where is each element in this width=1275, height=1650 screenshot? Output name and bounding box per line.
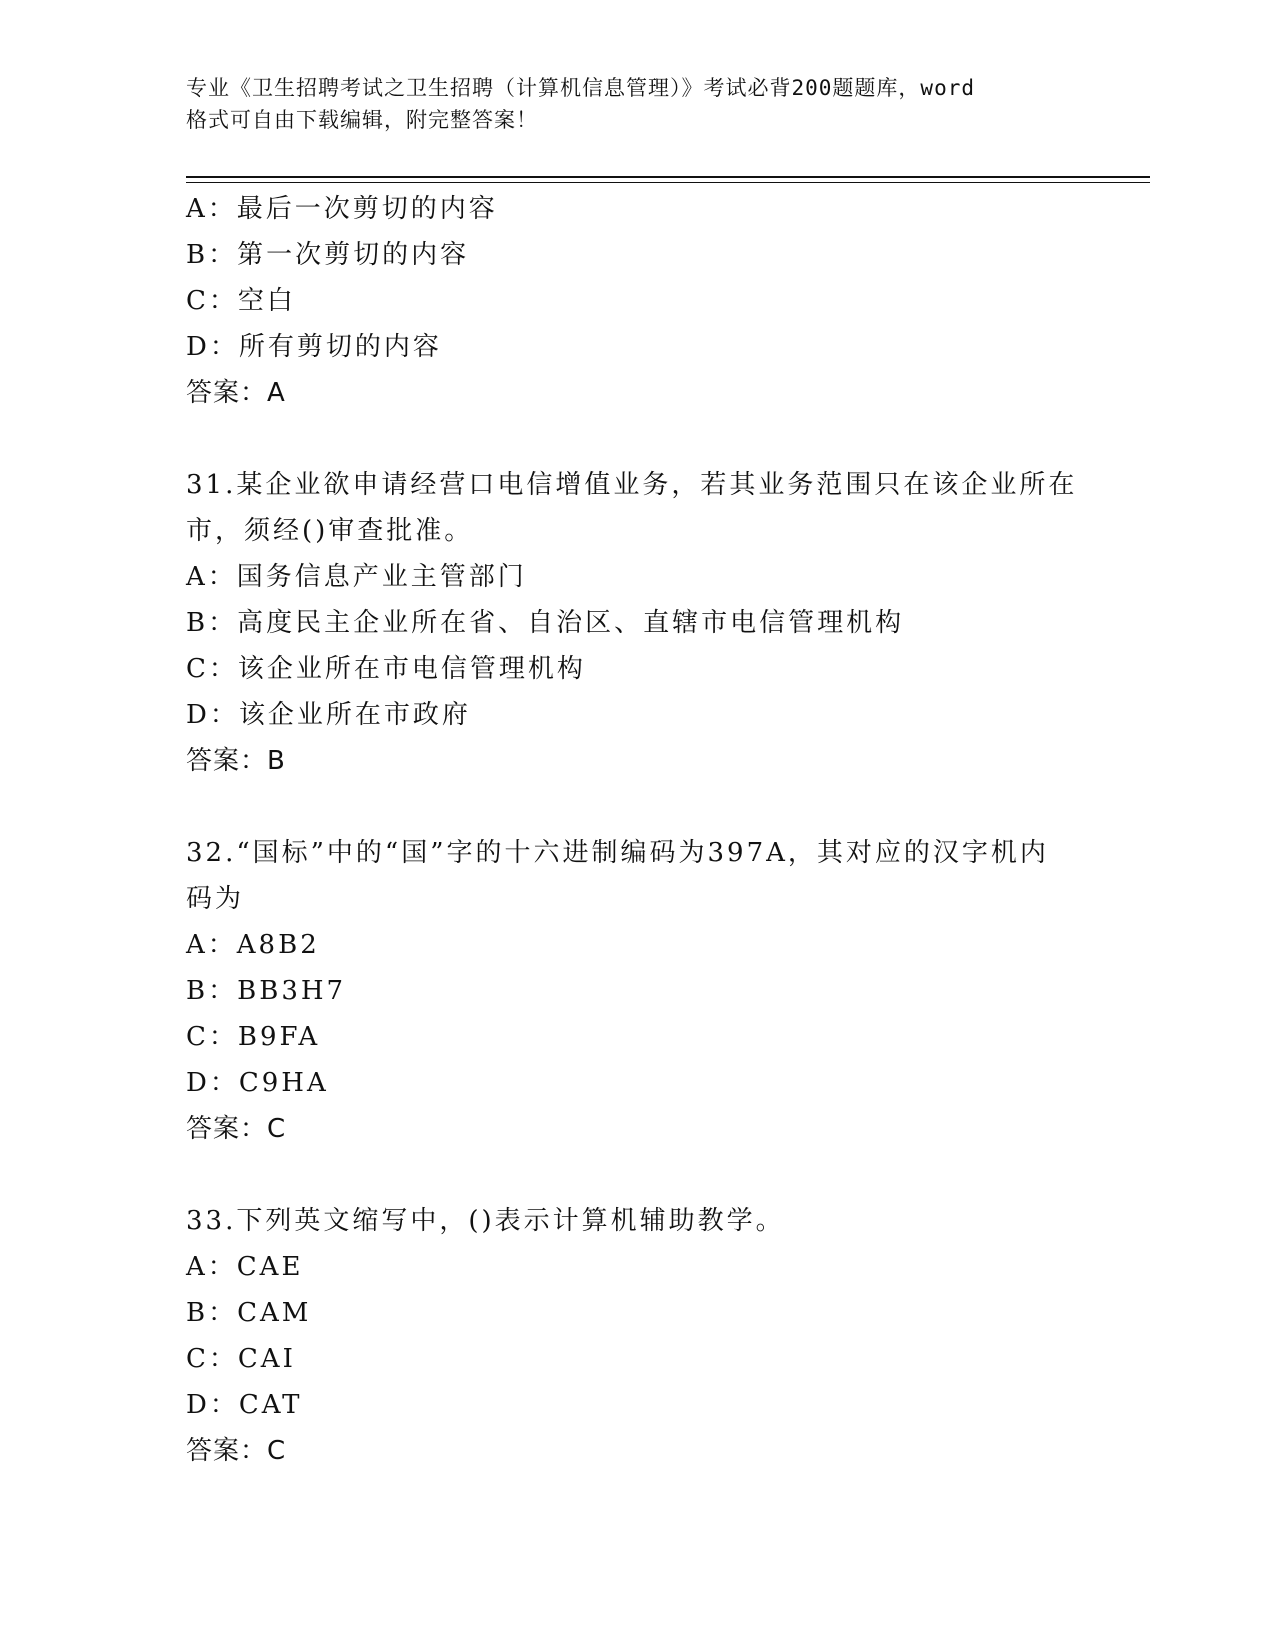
header-line-2: 格式可自由下载编辑，附完整答案！ (186, 108, 538, 132)
option-c: C：该企业所在市电信管理机构 (186, 654, 586, 684)
option-a: A：国务信息产业主管部门 (186, 562, 527, 592)
question-block-32 (186, 830, 1086, 1152)
question-block-31 (186, 462, 1086, 784)
option-a: A：A8B2 (186, 930, 320, 960)
document-header (186, 72, 1086, 136)
option-c: C：B9FA (186, 1022, 321, 1052)
option-c: C：空白 (186, 286, 296, 316)
question-text-line: 31.某企业欲申请经营口电信增值业务，若其业务范围只在该企业所在 (186, 470, 1078, 500)
header-divider-thin (186, 182, 1150, 183)
option-c: C：CAI (186, 1344, 296, 1374)
option-b: B：CAM (186, 1298, 312, 1328)
question-text-line: 33.下列英文缩写中，()表示计算机辅助教学。 (186, 1206, 785, 1236)
question-block-33 (186, 1198, 1086, 1474)
answer: 答案：A (186, 378, 286, 408)
answer: 答案：B (186, 746, 286, 776)
question-text-line: 码为 (186, 884, 245, 914)
question-block-30 (186, 186, 1086, 416)
question-list (186, 186, 1086, 1474)
option-d: D：该企业所在市政府 (186, 700, 471, 730)
option-b: B：高度民主企业所在省、自治区、直辖市电信管理机构 (186, 608, 905, 638)
answer: 答案：C (186, 1114, 287, 1144)
option-b: B：第一次剪切的内容 (186, 240, 470, 270)
option-d: D：C9HA (186, 1068, 329, 1098)
question-text-line: 32.“国标”中的“国”字的十六进制编码为397A，其对应的汉字机内 (186, 838, 1049, 868)
option-d: D：CAT (186, 1390, 303, 1420)
option-d: D：所有剪切的内容 (186, 332, 442, 362)
option-a: A：CAE (186, 1252, 304, 1282)
option-b: B：BB3H7 (186, 976, 347, 1006)
answer: 答案：C (186, 1436, 287, 1466)
question-text-line: 市，须经()审查批准。 (186, 516, 474, 546)
option-a: A：最后一次剪切的内容 (186, 194, 498, 224)
header-divider-thick (186, 176, 1150, 178)
header-line-1: 专业《卫生招聘考试之卫生招聘（计算机信息管理）》考试必背200题题库，word (186, 76, 975, 100)
